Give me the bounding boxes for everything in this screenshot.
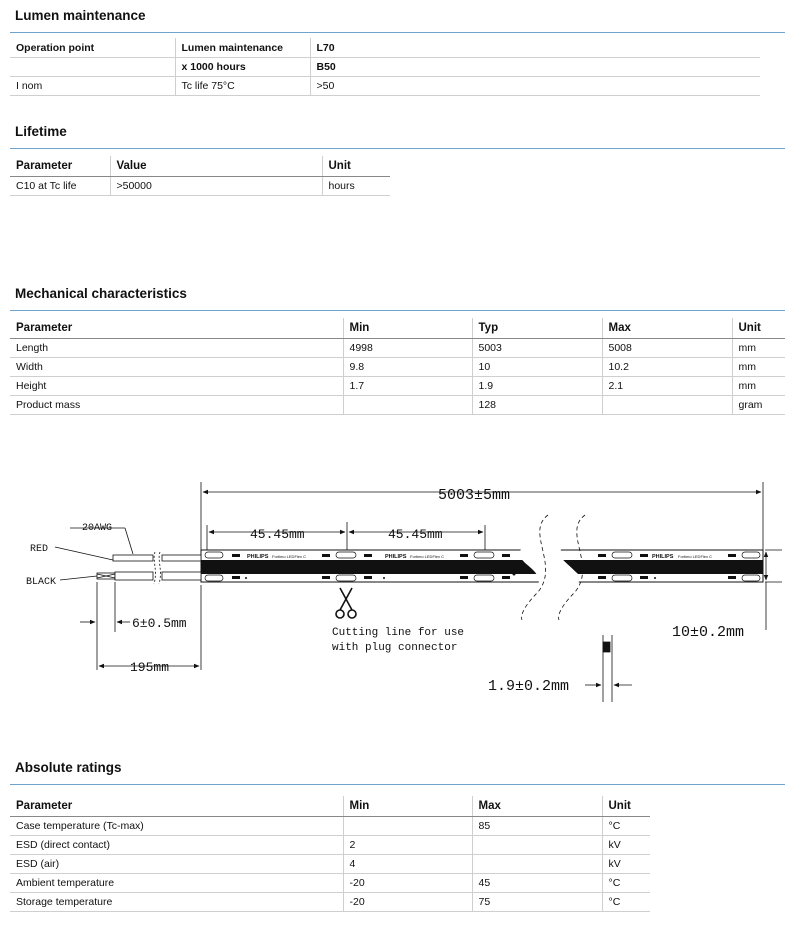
table-row — [10, 854, 650, 873]
table-header-row — [10, 796, 650, 816]
table-cell: 128 — [472, 395, 602, 414]
led-strip-drawing — [0, 470, 800, 705]
column-header: Min — [343, 318, 472, 338]
product-print: Fortimo LEDFlex C — [272, 554, 307, 559]
table-cell: mm — [732, 376, 785, 395]
table-cell — [602, 395, 732, 414]
table-cell: ESD (direct contact) — [10, 835, 343, 854]
table-cell: Tc life 75°C — [175, 76, 310, 95]
table-cell: 1.7 — [343, 376, 472, 395]
table-cell: -20 — [343, 892, 472, 911]
dimension-strip-length: 6±0.5mm — [132, 616, 187, 631]
table-cell: >50000 — [110, 176, 322, 195]
table-cell: 9.8 — [343, 357, 472, 376]
table-row — [10, 376, 785, 395]
table-cell: Operation point — [10, 38, 175, 57]
table-header-row — [10, 318, 785, 338]
table-cell — [343, 395, 472, 414]
table-cell: 10 — [472, 357, 602, 376]
dimension-pitch-right: 45.45mm — [388, 527, 443, 542]
table-cell: Lumen maintenance — [175, 38, 310, 57]
dimension-wire-length: 195mm — [130, 660, 170, 675]
table-cell: Length — [10, 338, 343, 357]
table-cell: Product mass — [10, 395, 343, 414]
dimension-total-length: 5003±5mm — [438, 487, 511, 504]
section-rule — [10, 148, 785, 149]
column-header: Unit — [322, 156, 390, 176]
table-cell: Storage temperature — [10, 892, 343, 911]
table-cell: hours — [322, 176, 390, 195]
lumen-table — [10, 38, 760, 96]
table-row — [10, 873, 650, 892]
table-cell: 2.1 — [602, 376, 732, 395]
column-header: Parameter — [10, 796, 343, 816]
table-cell: B50 — [310, 57, 760, 76]
table-cell: mm — [732, 357, 785, 376]
table-cell: °C — [602, 873, 650, 892]
column-header: Parameter — [10, 318, 343, 338]
section-title-lumen: Lumen maintenance — [15, 8, 146, 23]
table-cell: ESD (air) — [10, 854, 343, 873]
table-cell: mm — [732, 338, 785, 357]
brand-print: PHILIPS — [652, 554, 674, 560]
table-cell: >50 — [310, 76, 760, 95]
table-cell: °C — [602, 892, 650, 911]
column-header: Max — [602, 318, 732, 338]
black-wire-label: BLACK — [26, 577, 57, 588]
section-rule — [10, 32, 785, 33]
table-cell: 45 — [472, 873, 602, 892]
table-cell: 2 — [343, 835, 472, 854]
wire-gauge-label: 20AWG — [82, 523, 113, 534]
red-wire-label: RED — [30, 544, 49, 555]
table-row — [10, 816, 650, 835]
table-row — [10, 176, 390, 195]
brand-print: PHILIPS — [385, 554, 407, 560]
column-header: Parameter — [10, 156, 110, 176]
section-title-mechanical: Mechanical characteristics — [15, 286, 187, 301]
table-cell: kV — [602, 854, 650, 873]
scissors-icon — [336, 588, 356, 618]
section-rule — [10, 784, 785, 785]
table-row — [10, 57, 760, 76]
table-cell: Ambient temperature — [10, 873, 343, 892]
dimension-pitch-left: 45.45mm — [250, 527, 305, 542]
column-header: Unit — [732, 318, 785, 338]
table-cell: 75 — [472, 892, 602, 911]
column-header: Typ — [472, 318, 602, 338]
table-cell: 10.2 — [602, 357, 732, 376]
dimension-height: 1.9±0.2mm — [488, 678, 570, 695]
table-header-row — [10, 156, 390, 176]
table-cell — [343, 816, 472, 835]
column-header: Min — [343, 796, 472, 816]
product-print: Fortimo LEDFlex C — [410, 554, 445, 559]
section-rule — [10, 310, 785, 311]
table-cell: -20 — [343, 873, 472, 892]
cutting-line-note-1: Cutting line for use — [332, 627, 465, 639]
product-print: Fortimo LEDFlex C — [678, 554, 713, 559]
column-header: Value — [110, 156, 322, 176]
table-cell: C10 at Tc life — [10, 176, 110, 195]
table-cell: L70 — [310, 38, 760, 57]
table-row — [10, 357, 785, 376]
table-cell: 4998 — [343, 338, 472, 357]
table-cell: Height — [10, 376, 343, 395]
table-row — [10, 338, 785, 357]
cutting-line-note-2: with plug connector — [332, 642, 458, 654]
table-cell: 5003 — [472, 338, 602, 357]
table-cell: 85 — [472, 816, 602, 835]
section-title-absolute: Absolute ratings — [15, 760, 122, 775]
column-header: Max — [472, 796, 602, 816]
table-row — [10, 38, 760, 57]
section-title-lifetime: Lifetime — [15, 124, 67, 139]
absolute-ratings-table — [10, 796, 650, 912]
mechanical-table — [10, 318, 785, 415]
table-cell: kV — [602, 835, 650, 854]
column-header: Unit — [602, 796, 650, 816]
table-row — [10, 835, 650, 854]
table-cell — [472, 854, 602, 873]
table-cell — [472, 835, 602, 854]
table-row — [10, 892, 650, 911]
table-cell: I nom — [10, 76, 175, 95]
table-row — [10, 76, 760, 95]
table-cell: Width — [10, 357, 343, 376]
brand-print: PHILIPS — [247, 554, 269, 560]
table-cell: gram — [732, 395, 785, 414]
lifetime-table — [10, 156, 390, 196]
table-cell: °C — [602, 816, 650, 835]
table-cell: 5008 — [602, 338, 732, 357]
table-cell: Case temperature (Tc-max) — [10, 816, 343, 835]
table-row — [10, 395, 785, 414]
table-cell: 1.9 — [472, 376, 602, 395]
table-cell — [10, 57, 175, 76]
dimension-width: 10±0.2mm — [672, 624, 745, 641]
table-cell: x 1000 hours — [175, 57, 310, 76]
table-cell: 4 — [343, 854, 472, 873]
